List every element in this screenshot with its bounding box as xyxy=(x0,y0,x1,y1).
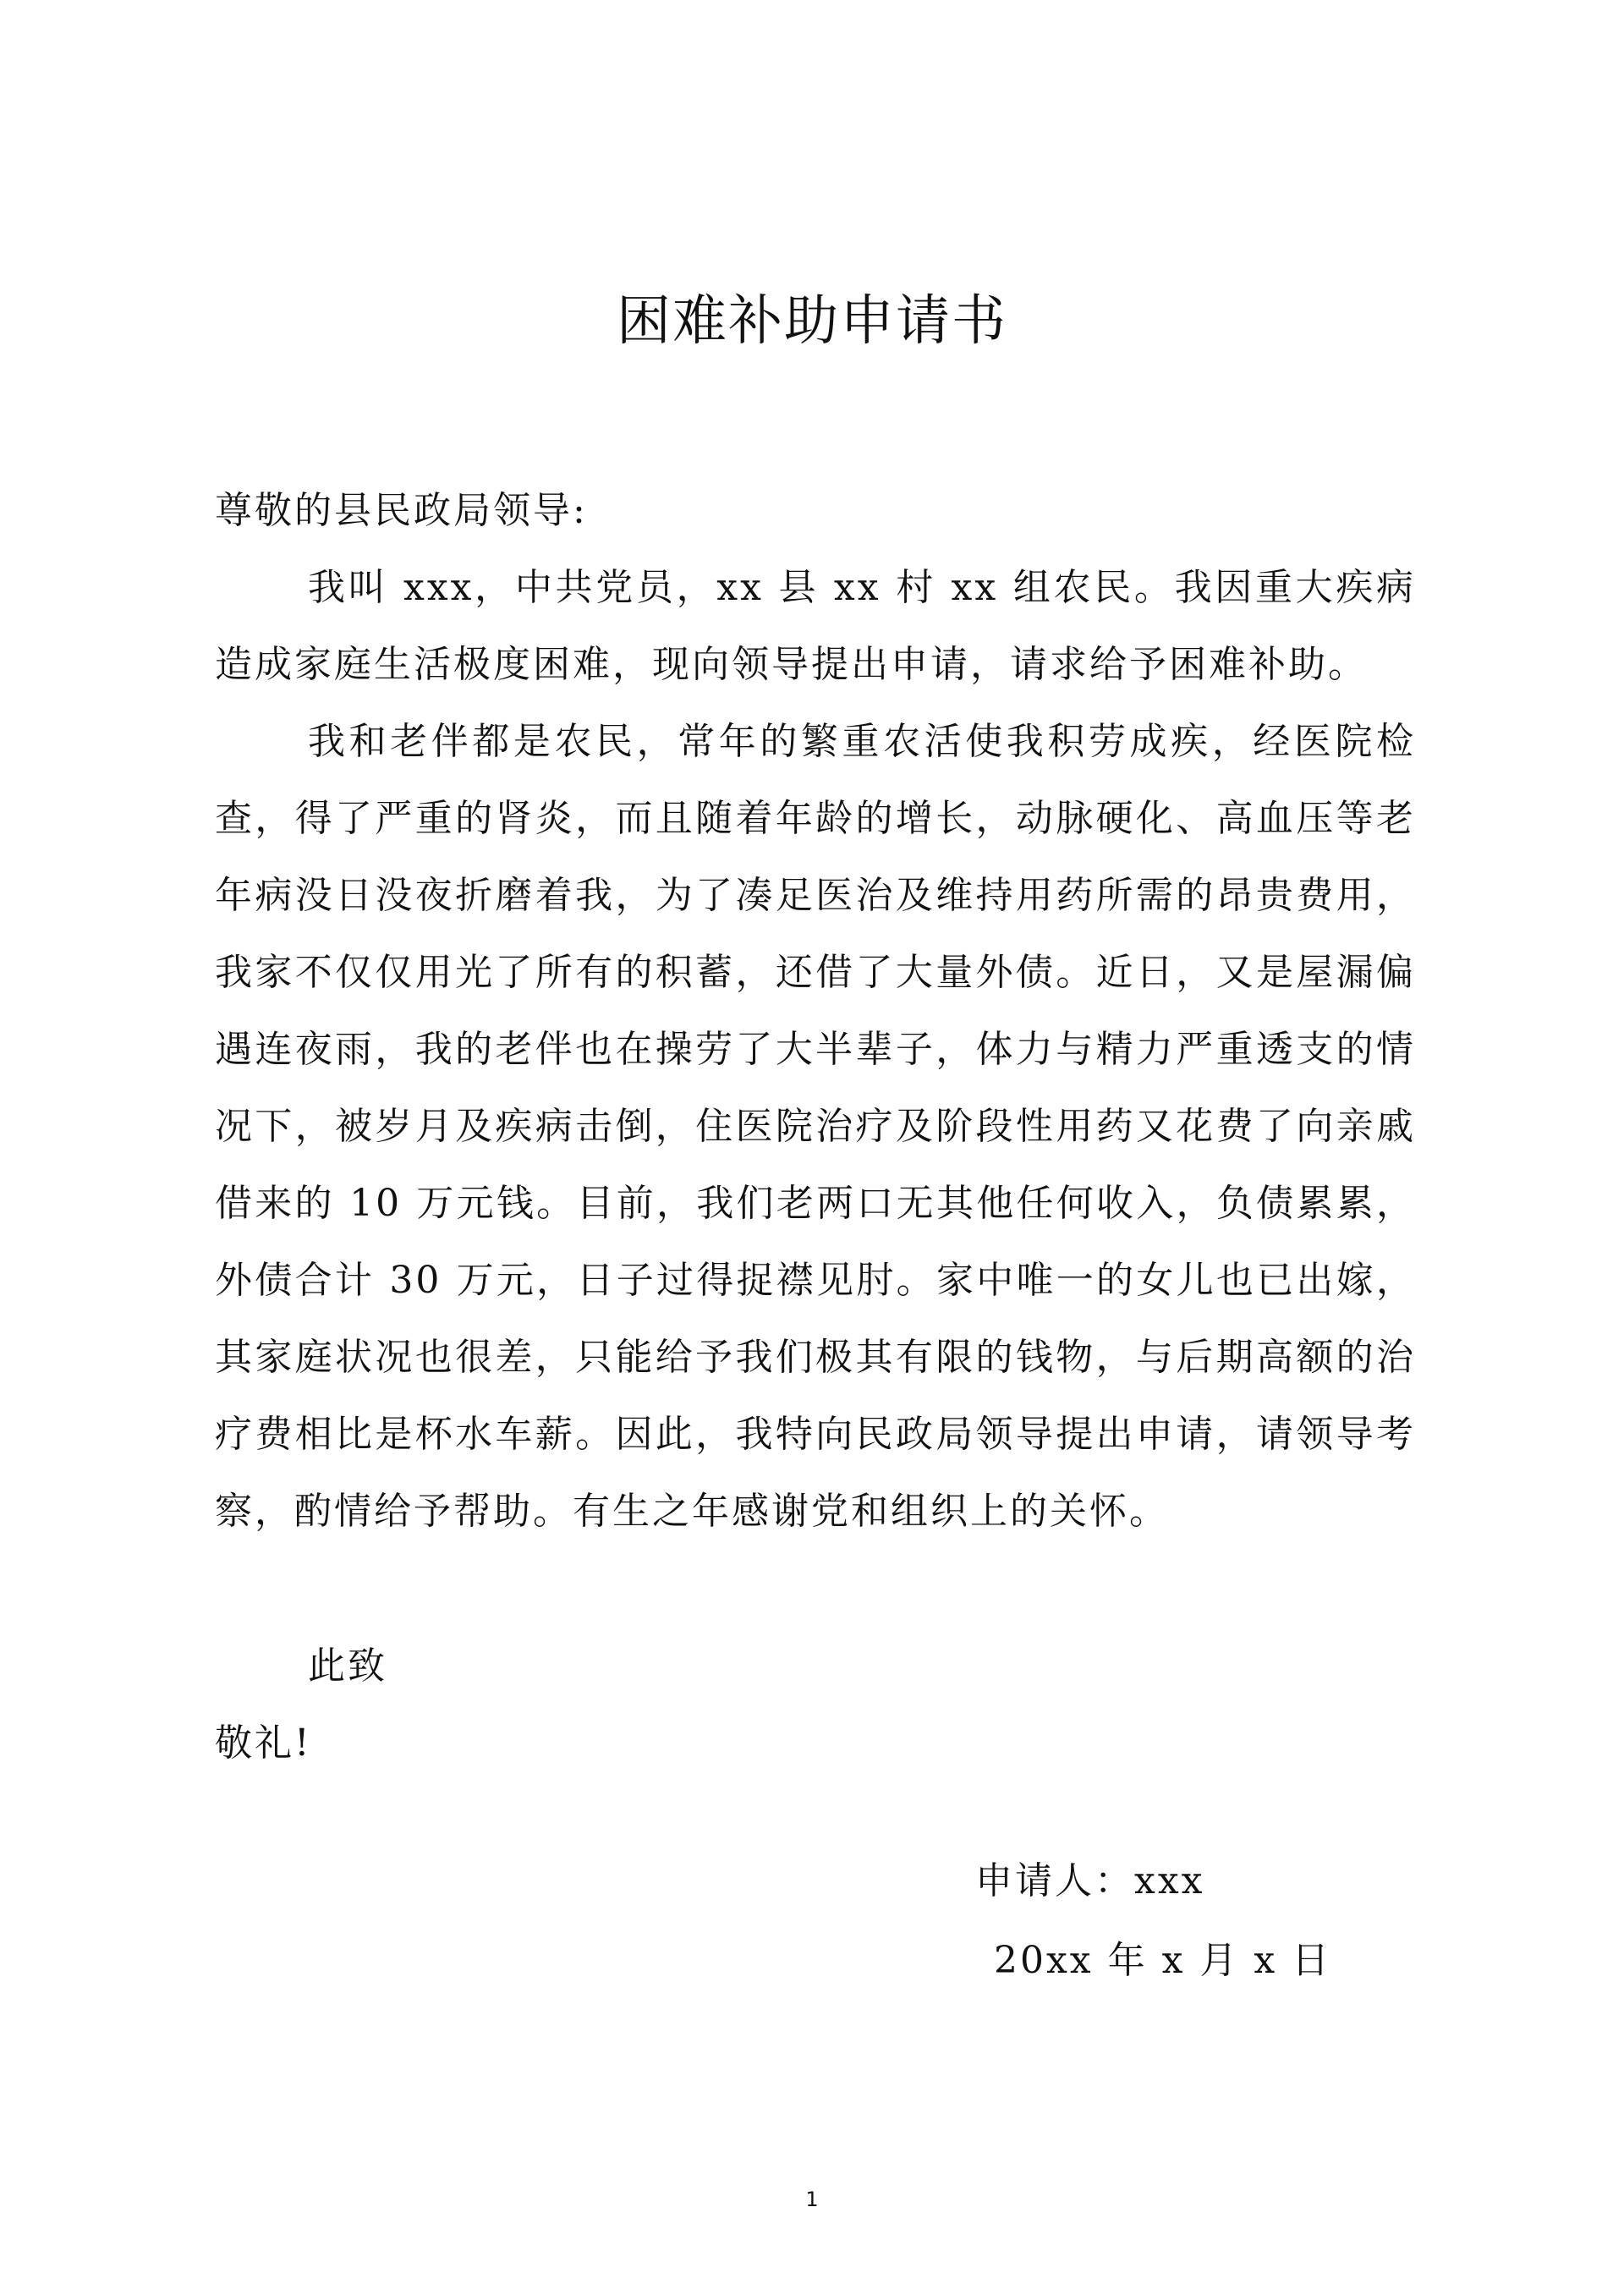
salutation: 尊敬的县民政局领导: xyxy=(215,489,588,532)
paragraph-situation: 我和老伴都是农民，常年的繁重农活使我积劳成疾，经医院检查，得了严重的肾炎，而且随着年龄的增长，动脉硬化、高血压等老年病没日没夜折磨着我，为了凑足医治及维持用药所需的昂贵费用，我家不仅仅用光了所有的积蓄，还借了大量外债。近日，又是屋漏偏遇连夜雨，我的老伴也在操劳了大半辈子，体力与精力严重透支的情况下，被岁月及疾病击倒，住医院治疗及阶段性用药又花费了向亲戚借来的 10 万元钱。目前，我们老两口无其他任何收入，负债累累，外债合计 30 万元，日子过得捉襟见肘。家中唯一的女儿也已出嫁，其家庭状况也很差，只能给予我们极其有限的钱物，与后期高额的治疗费相比是杯水车薪。因此，我特向民政局领导提出申请，请领导考察，酌情给予帮助。有生之年感谢党和组织上的关怀。 xyxy=(215,720,1416,1533)
document-title: 困难补助申请书 xyxy=(617,290,1007,353)
closing-phrase: 此致 xyxy=(308,1644,387,1688)
page-number: 1 xyxy=(805,2188,819,2211)
applicant-signature: 申请人：xxx xyxy=(975,1859,1205,1902)
application-date: 20xx 年 x 月 x 日 xyxy=(994,1939,1332,1982)
paragraph-intro: 我叫 xxx，中共党员，xx 县 xx 村 xx 组农民。我因重大疾病造成家庭生活极度困难，现向领导提出申请，请求给予困难补助。 xyxy=(215,566,1416,686)
closing-salute: 敬礼! xyxy=(215,1721,312,1765)
